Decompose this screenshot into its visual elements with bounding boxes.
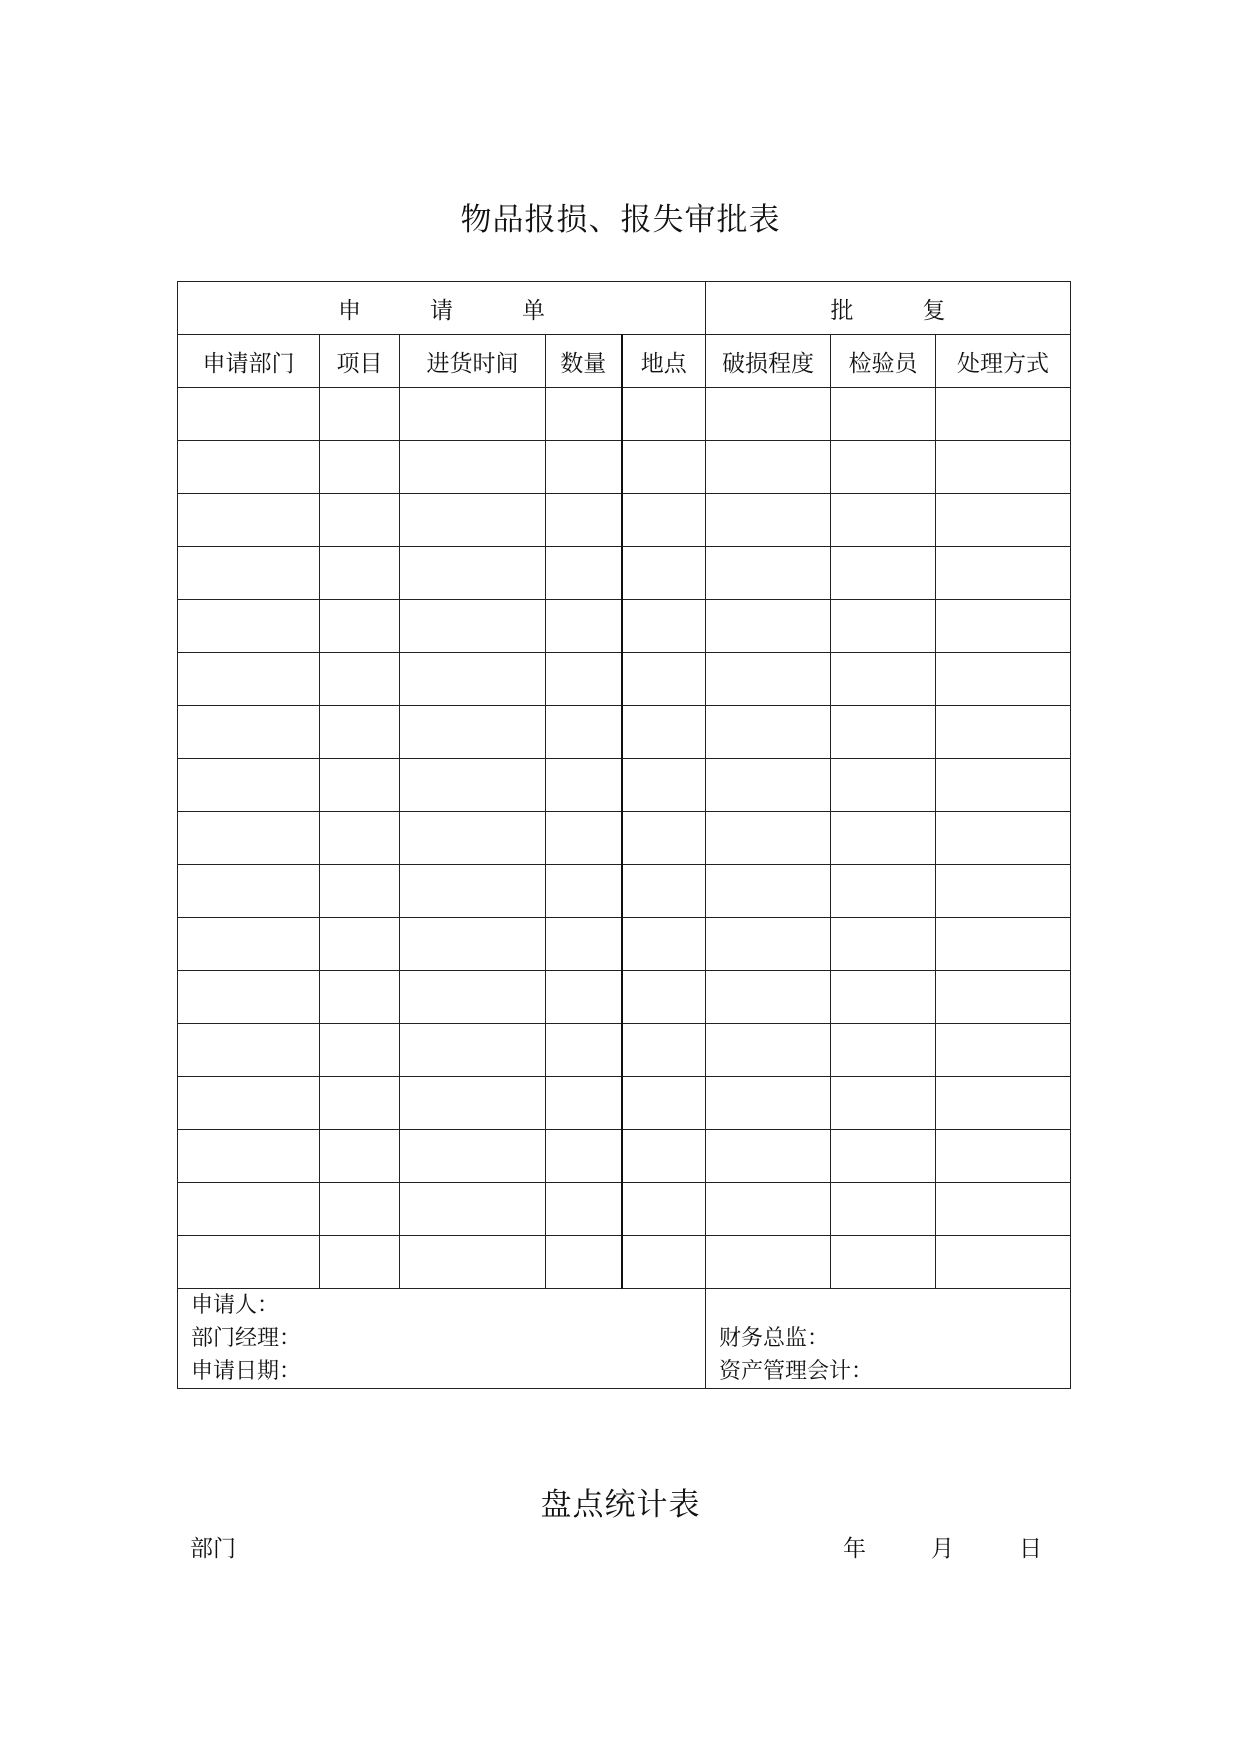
table-cell[interactable] [622,865,706,918]
table-cell[interactable] [178,1077,320,1130]
table-cell[interactable] [178,759,320,812]
table-cell[interactable] [320,1183,400,1236]
table-cell[interactable] [706,441,831,494]
table-cell[interactable] [936,547,1071,600]
table-cell[interactable] [706,388,831,441]
table-cell[interactable] [546,441,622,494]
table-cell[interactable] [936,1024,1071,1077]
table-cell[interactable] [400,388,546,441]
table-cell[interactable] [400,1077,546,1130]
table-cell[interactable] [178,706,320,759]
table-cell[interactable] [622,918,706,971]
table-cell[interactable] [831,812,936,865]
table-cell[interactable] [622,1130,706,1183]
table-cell[interactable] [706,918,831,971]
table-cell[interactable] [622,494,706,547]
table-cell[interactable] [936,865,1071,918]
table-cell[interactable] [320,441,400,494]
inventory-month-label: 月 [931,1536,954,1562]
asset-accountant-label: 资产管理会计： [719,1359,874,1384]
table-cell[interactable] [546,547,622,600]
table-cell[interactable] [936,812,1071,865]
table-cell[interactable] [831,547,936,600]
apply-date-label: 申请日期： [191,1359,302,1384]
table-cell[interactable] [400,812,546,865]
table-cell[interactable] [546,865,622,918]
table-cell[interactable] [831,600,936,653]
table-cell[interactable] [178,1183,320,1236]
table-row [178,388,1071,441]
table-cell[interactable] [320,1130,400,1183]
dept-manager-label: 部门经理： [191,1326,302,1351]
column-header-dept: 申请部门 [178,335,320,388]
table-cell[interactable] [831,1077,936,1130]
table-cell[interactable] [831,1024,936,1077]
table-cell[interactable] [622,388,706,441]
table-cell[interactable] [546,812,622,865]
finance-director-label: 财务总监： [719,1326,830,1351]
table-cell[interactable] [320,494,400,547]
table-cell[interactable] [622,1077,706,1130]
table-cell[interactable] [622,971,706,1024]
table-cell[interactable] [936,1183,1071,1236]
table-cell[interactable] [622,600,706,653]
table-cell[interactable] [706,971,831,1024]
table-cell[interactable] [546,1130,622,1183]
table-cell[interactable] [320,547,400,600]
table-cell[interactable] [622,1236,706,1289]
table-cell[interactable] [320,1077,400,1130]
table-cell[interactable] [178,1130,320,1183]
approval-form-table [177,281,1071,1389]
inventory-dept-label: 部门 [190,1536,236,1562]
table-row [178,441,1071,494]
table-cell[interactable] [400,1024,546,1077]
table-cell[interactable] [400,1236,546,1289]
table-cell[interactable] [320,653,400,706]
table-cell[interactable] [400,706,546,759]
table-cell[interactable] [936,441,1071,494]
table-cell[interactable] [546,1236,622,1289]
column-header-location: 地点 [622,335,706,388]
table-cell[interactable] [622,653,706,706]
table-cell[interactable] [178,1024,320,1077]
table-cell[interactable] [178,600,320,653]
column-header-damage-degree: 破损程度 [706,335,831,388]
table-cell[interactable] [622,441,706,494]
table-cell[interactable] [320,865,400,918]
approver-signature-cell[interactable] [706,1289,1071,1389]
table-cell[interactable] [706,1236,831,1289]
table-cell[interactable] [178,388,320,441]
table-cell[interactable] [706,706,831,759]
table-cell[interactable] [936,918,1071,971]
table-cell[interactable] [831,918,936,971]
table-cell[interactable] [831,388,936,441]
table-cell[interactable] [936,653,1071,706]
table-cell[interactable] [831,759,936,812]
applicant-signature-cell[interactable] [178,1289,706,1389]
column-header-inspector: 检验员 [831,335,936,388]
table-cell[interactable] [706,653,831,706]
table-cell[interactable] [622,1183,706,1236]
table-cell[interactable] [706,494,831,547]
applicant-label: 申请人： [191,1293,280,1318]
table-cell[interactable] [178,547,320,600]
table-cell[interactable] [400,971,546,1024]
table-cell[interactable] [831,441,936,494]
table-cell[interactable] [936,388,1071,441]
table-cell[interactable] [831,1130,936,1183]
table-cell[interactable] [831,971,936,1024]
table-cell[interactable] [400,600,546,653]
column-header-handling-method: 处理方式 [936,335,1071,388]
table-cell[interactable] [546,1183,622,1236]
table-row [178,918,1071,971]
table-cell[interactable] [546,1077,622,1130]
table-cell[interactable] [706,600,831,653]
table-cell[interactable] [831,1183,936,1236]
table-cell[interactable] [831,494,936,547]
table-row [178,1130,1071,1183]
table-row [178,1236,1071,1289]
table-cell[interactable] [400,918,546,971]
table-cell[interactable] [400,653,546,706]
table-cell[interactable] [320,918,400,971]
table-cell[interactable] [320,1236,400,1289]
inventory-title: 盘点统计表 [540,1487,701,1523]
table-cell[interactable] [936,1236,1071,1289]
column-header-item: 项目 [320,335,400,388]
table-cell[interactable] [546,759,622,812]
table-cell[interactable] [936,1077,1071,1130]
table-cell[interactable] [178,1236,320,1289]
table-cell[interactable] [178,865,320,918]
table-cell[interactable] [546,494,622,547]
table-cell[interactable] [178,494,320,547]
table-cell[interactable] [831,653,936,706]
table-cell[interactable] [546,653,622,706]
table-cell[interactable] [706,1077,831,1130]
table-cell[interactable] [936,759,1071,812]
table-row [178,653,1071,706]
table-row [178,971,1071,1024]
form-title: 物品报损、报失审批表 [460,202,781,238]
table-cell[interactable] [400,1130,546,1183]
table-cell[interactable] [706,759,831,812]
table-cell[interactable] [936,706,1071,759]
table-cell[interactable] [622,812,706,865]
table-row [178,600,1071,653]
table-cell[interactable] [622,706,706,759]
table-cell[interactable] [831,865,936,918]
table-cell[interactable] [622,1024,706,1077]
table-row [178,547,1071,600]
table-cell[interactable] [546,1024,622,1077]
table-row [178,759,1071,812]
table-cell[interactable] [178,441,320,494]
table-cell[interactable] [320,759,400,812]
table-cell[interactable] [320,706,400,759]
application-group-header: 申 请 单 [178,282,706,335]
table-cell[interactable] [706,812,831,865]
table-cell[interactable] [706,865,831,918]
table-cell[interactable] [622,759,706,812]
table-cell[interactable] [400,759,546,812]
table-cell[interactable] [320,388,400,441]
table-row [178,865,1071,918]
table-cell[interactable] [178,918,320,971]
table-cell[interactable] [622,547,706,600]
table-cell[interactable] [320,1024,400,1077]
table-cell[interactable] [831,706,936,759]
table-row [178,494,1071,547]
table-cell[interactable] [546,918,622,971]
table-cell[interactable] [831,1236,936,1289]
table-cell[interactable] [546,388,622,441]
column-header-purchase-time: 进货时间 [400,335,546,388]
table-row [178,812,1071,865]
table-row [178,1077,1071,1130]
table-cell[interactable] [320,812,400,865]
table-cell[interactable] [936,1130,1071,1183]
approval-group-header: 批 复 [706,282,1071,335]
table-cell[interactable] [936,971,1071,1024]
table-cell[interactable] [400,494,546,547]
inventory-day-label: 日 [1019,1536,1042,1562]
table-row [178,1024,1071,1077]
table-cell[interactable] [400,441,546,494]
table-cell[interactable] [178,971,320,1024]
table-cell[interactable] [546,971,622,1024]
table-cell[interactable] [706,1024,831,1077]
inventory-year-label: 年 [843,1536,866,1562]
table-cell[interactable] [400,865,546,918]
table-cell[interactable] [178,812,320,865]
table-cell[interactable] [706,1183,831,1236]
table-cell[interactable] [546,600,622,653]
table-cell[interactable] [936,600,1071,653]
table-cell[interactable] [546,706,622,759]
table-cell[interactable] [706,1130,831,1183]
table-cell[interactable] [178,653,320,706]
table-cell[interactable] [936,494,1071,547]
table-cell[interactable] [320,600,400,653]
table-cell[interactable] [400,1183,546,1236]
table-cell[interactable] [706,547,831,600]
table-row [178,1183,1071,1236]
table-cell[interactable] [400,547,546,600]
table-cell[interactable] [320,971,400,1024]
column-header-quantity: 数量 [546,335,622,388]
table-row [178,706,1071,759]
